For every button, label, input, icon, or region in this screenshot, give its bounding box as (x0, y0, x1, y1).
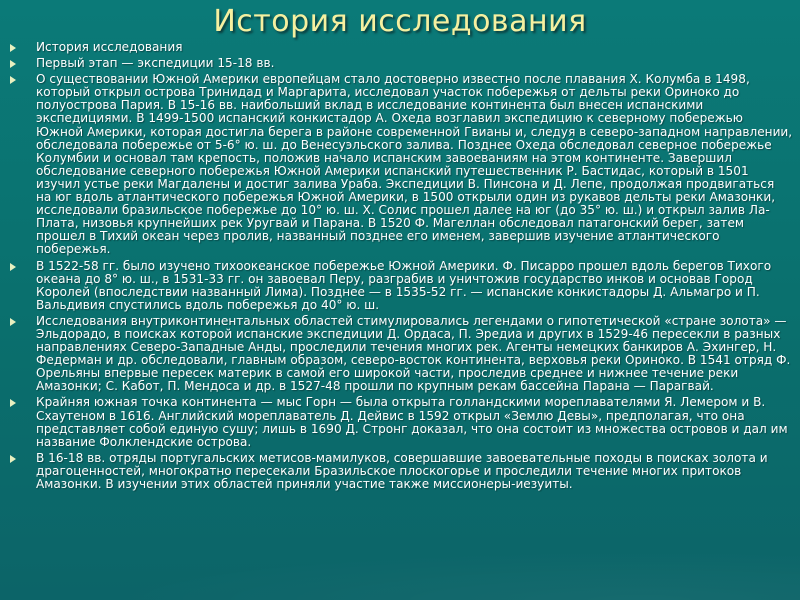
bullet-item (8, 452, 793, 491)
bullet-item (8, 41, 793, 54)
triangle-bullet-icon (10, 60, 16, 68)
bullet-item (8, 57, 793, 70)
bullet-text: История исследования (36, 40, 183, 54)
bullet-text: Исследования внутриконтинентальных областей стимулировались легендами о гипотетической «стране золота» — Эльдорадо, в поисках которой испанские экспедиции Д. Ордаса, П. Эредиа и других в 1529-46 пересекли в разных направлениях Северо-Западные Анды, проследили течения многих рек. Агенты немецких банкиров А. Эхингер, Н. Федерман и др. обследовали, главным образом, северо-восток континента, верховья реки Ориноко. В 1541 отряд Ф. Орельяны впервые пересек материк в самой его широкой части, проследив среднее и нижнее течение реки Амазонки; С. Кабот, П. Мендоса и др. в 1527-48 прошли по крупным рекам бассейна Парана — Парагвай. (36, 313, 791, 394)
triangle-bullet-icon (10, 455, 16, 463)
bullet-item (8, 315, 793, 394)
bullet-text: О существовании Южной Америки европейцам стало достоверно известно после плавания Х. Колумба в 1498, который открыл острова Тринидад и Маргарита, исследовал участок побережья от дельты реки Ориноко до полуострова Пария. В 15-16 вв. наибольший вклад в исследование континента был внесен испанскими экспедициями. В 1499-1500 испанский конкистадор А. Охеда возглавил экспедицию к северному побережью Южной Америки, которая достигла берега в районе современной Гвианы и, следуя в северо-западном направлении, обследовала побережье от 5-6° ю. ш. до Венесуэльского залива. Позднее Охеда обследовал северное побережье Колумбии и основал там крепость, положив начало испанским завоеваниям на этом континенте. Завершил обследование северного побережья Южной Америки испанский путешественник Р. Бастидас, который в 1501 изучил устье реки Магдалены и достиг залива Ураба. Экспедиции В. Пинсона и Д. Лепе, продолжая продвигаться на юг вдоль атлантического побережья Южной Америки, в 1500 открыли один из рукавов дельты реки Амазонки, исследовали бразильское побережье до 10° ю. ш. Х. Солис прошел далее на юг (до 35° ю. ш.) и открыл залив Ла-Плата, низовья крупнейших рек Уругвай и Парана. В 1520 Ф. Магеллан обследовал патагонский берег, затем прошел в Тихий океан через пролив, названный позднее его именем, завершив изучение атлантического побережья. (36, 72, 793, 257)
bullet-text: Крайняя южная точка континента — мыс Горн — была открыта голландскими мореплавателями Я. Лемером и В. Схаутеном в 1616. Английский мореплаватель Д. Дейвис в 1592 открыл «Землю Девы», предполагая, что она представляет собой единую сушу; лишь в 1690 Д. Стронг доказал, что она состоит из множества островов и дал им название Фолклендские острова. (36, 395, 788, 449)
bullet-text: В 1522-58 гг. было изучено тихоокеанское побережье Южной Америки. Ф. Писарро прошел вдоль берегов Тихого океана до 8° ю. ш., в 1531-33 гг. он завоевал Перу, разграбив и уничтожив государство инков и основав Город Королей (впоследствии названный Лима). Позднее — в 1535-52 гг. — испанские конкистадоры Д. Альмагро и П. Вальдивия спустились вдоль побережья до 40° ю. ш. (36, 258, 772, 312)
bullet-text: В 16-18 вв. отряды португальских метисов-мамилуков, совершавшие завоевательные походы в поисках золота и драгоценностей, многократно пересекали Бразильское плоскогорье и проследили течение многих притоков Амазонки. В изучении этих областей приняли участие также миссионеры-иезуиты. (36, 450, 768, 491)
triangle-bullet-icon (10, 263, 16, 271)
bullet-item (8, 260, 793, 312)
bullet-text: Первый этап — экспедиции 15-18 вв. (36, 56, 275, 71)
triangle-bullet-icon (10, 44, 16, 52)
bullet-item (8, 396, 793, 448)
triangle-bullet-icon (10, 399, 16, 407)
background-decoration (0, 540, 800, 600)
bullet-item (8, 73, 793, 256)
triangle-bullet-icon (10, 76, 16, 84)
triangle-bullet-icon (10, 318, 16, 326)
bullet-list (8, 41, 793, 494)
slide-title: История исследования (213, 4, 587, 39)
